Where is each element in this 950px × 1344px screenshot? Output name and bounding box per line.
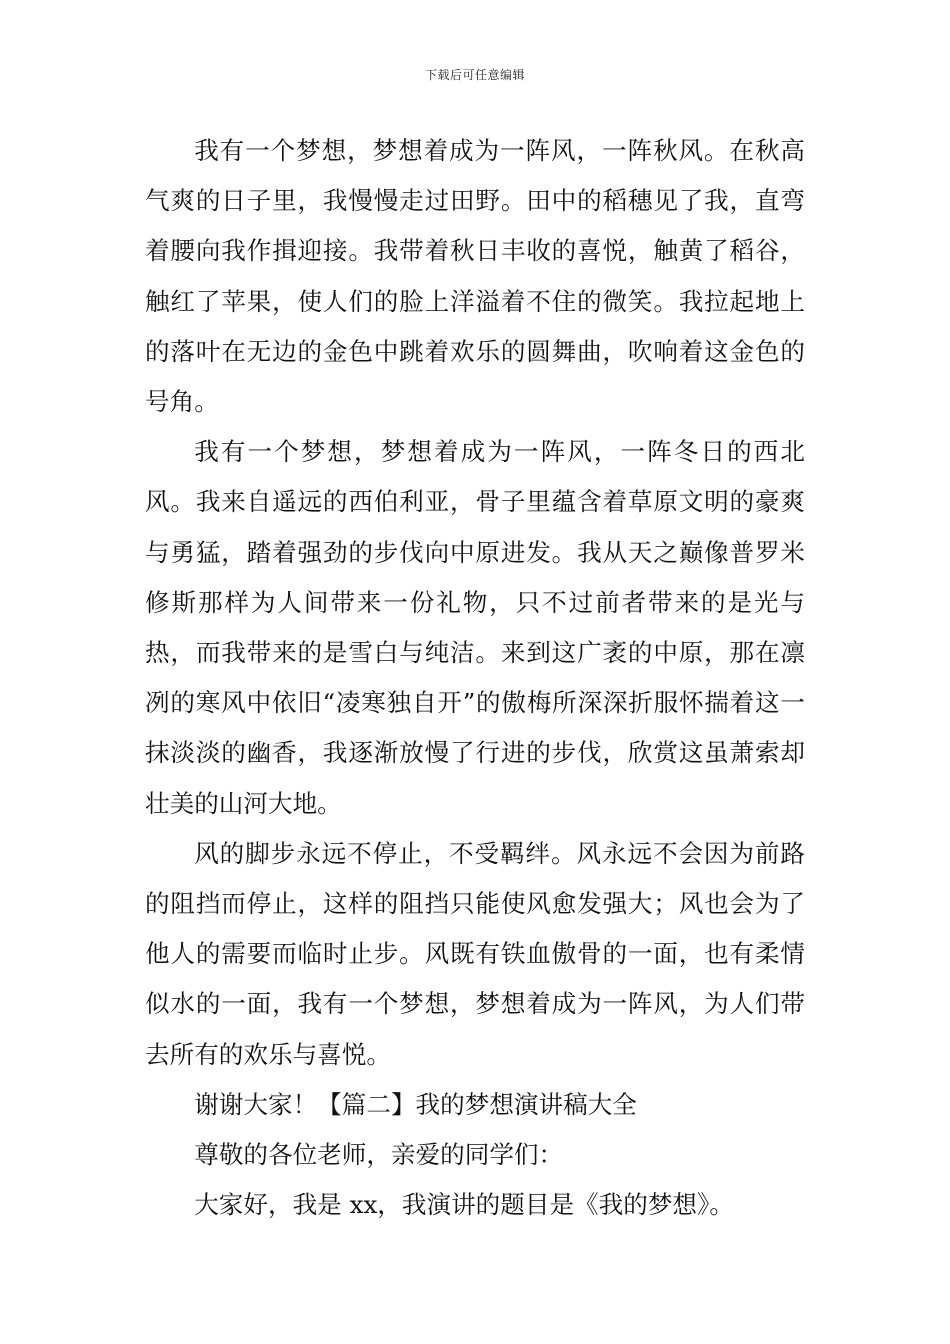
paragraph-thanks-heading: 谢谢大家！【篇二】我的梦想演讲稿大全 — [194, 1089, 637, 1119]
header-note: 下载后可任意编辑 — [424, 68, 525, 82]
document-body — [145, 126, 805, 1230]
paragraph-greeting: 尊敬的各位老师，亲爱的同学们： — [194, 1140, 564, 1170]
paragraph-intro: 大家好，我是 xx，我演讲的题目是《我的梦想》。 — [194, 1190, 734, 1220]
paragraph-autumn-wind: 我有一个梦想，梦想着成为一阵风，一阵秋风。在秋高气爽的日子里，我慢慢走过田野。田中的稻穗见了我，直弯着腰向我作揖迎接。我带着秋日丰收的喜悦，触黄了稻谷，触红了苹果，使人们的脸上洋溢着不住的微笑。我拉起地上的落叶在无边的金色中跳着欢乐的圆舞曲，吹响着这金色的号角。 — [145, 136, 805, 417]
paragraph-northwest-wind: 我有一个梦想，梦想着成为一阵风，一阵冬日的西北风。我来自遥远的西伯利亚，骨子里蕴含着草原文明的豪爽与勇猛，踏着强劲的步伐向中原进发。我从天之巅像普罗米修斯那样为人间带来一份礼物，只不过前者带来的是光与热，而我带来的是雪白与纯洁。来到这广袤的中原，那在凛冽的寒风中依旧“凌寒独自开”的傲梅所深深折服怀揣着这一抹淡淡的幽香，我逐渐放慢了行进的步伐，欣赏这虽萧索却壮美的山河大地。 — [145, 437, 805, 818]
paragraph-wind-steps: 风的脚步永远不停止，不受羁绊。风永远不会因为前路的阻挡而停止，这样的阻挡只能使风愈发强大；风也会为了他人的需要而临时止步。风既有铁血傲骨的一面，也有柔情似水的一面，我有一个梦想，梦想着成为一阵风，为人们带去所有的欢乐与喜悦。 — [145, 838, 805, 1069]
